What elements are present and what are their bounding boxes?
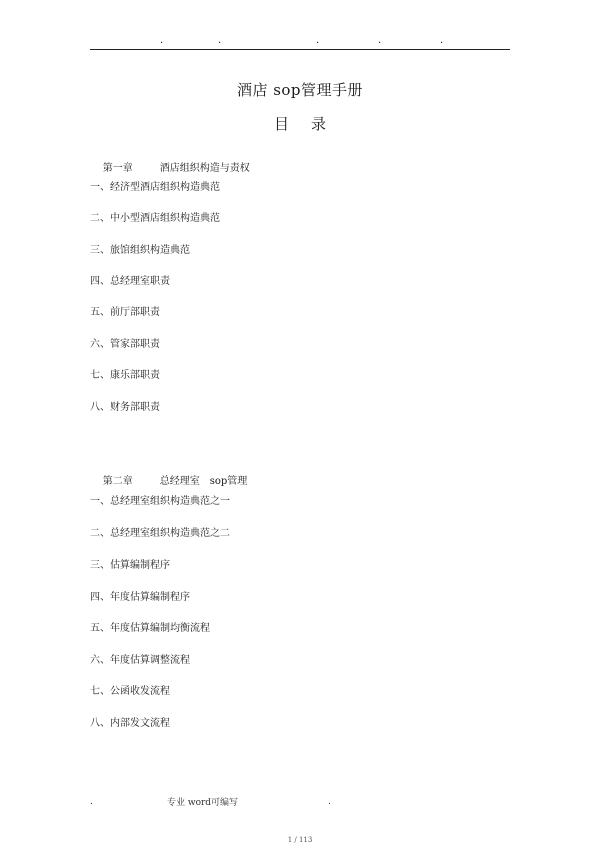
toc-item[interactable]: 七、康乐部职责 — [90, 370, 160, 381]
header-dot: · — [218, 38, 222, 49]
header-dot: · — [378, 38, 382, 49]
header-dot: · — [160, 38, 164, 49]
toc-item[interactable]: 六、年度估算调整流程 — [90, 655, 190, 666]
chapter-1-title: 酒店组织构造与责权 — [159, 163, 250, 174]
chapter-1-label: 第一章 — [102, 163, 133, 174]
toc-item[interactable]: 一、总经理室组织构造典范之一 — [90, 496, 230, 507]
toc-item[interactable]: 一、经济型酒店组织构造典范 — [90, 182, 220, 193]
toc-item[interactable]: 三、估算编制程序 — [90, 560, 170, 571]
chapter-2-title: 总经理室 sop管理 — [159, 476, 248, 487]
toc-item[interactable]: 八、财务部职责 — [90, 402, 160, 413]
document-title: 酒店 sop管理手册 — [236, 81, 364, 99]
toc-item[interactable]: 四、年度估算编制程序 — [90, 592, 190, 603]
header-rule — [90, 49, 510, 50]
chapter-2-label: 第二章 — [102, 476, 133, 487]
toc-item[interactable]: 二、中小型酒店组织构造典范 — [90, 213, 220, 224]
toc-item[interactable]: 四、总经理室职责 — [90, 276, 170, 287]
toc-item[interactable]: 六、管家部职责 — [90, 339, 160, 350]
toc-heading: 目录 — [273, 115, 348, 133]
toc-item[interactable]: 八、内部发文流程 — [90, 718, 170, 729]
toc-item[interactable]: 三、旅馆组织构造典范 — [90, 245, 190, 256]
footer-dot-right: . — [328, 797, 331, 807]
footer-text: 专业 word可编写 — [167, 798, 239, 808]
toc-item[interactable]: 七、公函收发流程 — [90, 686, 170, 697]
toc-item[interactable]: 五、年度估算编制均衡流程 — [90, 623, 210, 634]
toc-item[interactable]: 五、前厅部职责 — [90, 307, 160, 318]
page-number: 1 / 113 — [287, 836, 313, 844]
header-dot: · — [440, 38, 444, 49]
toc-item[interactable]: 二、总经理室组织构造典范之二 — [90, 528, 230, 539]
footer-dot-left: . — [90, 797, 93, 807]
header-dot: · — [316, 38, 320, 49]
chapter-2-heading[interactable] — [90, 464, 247, 500]
